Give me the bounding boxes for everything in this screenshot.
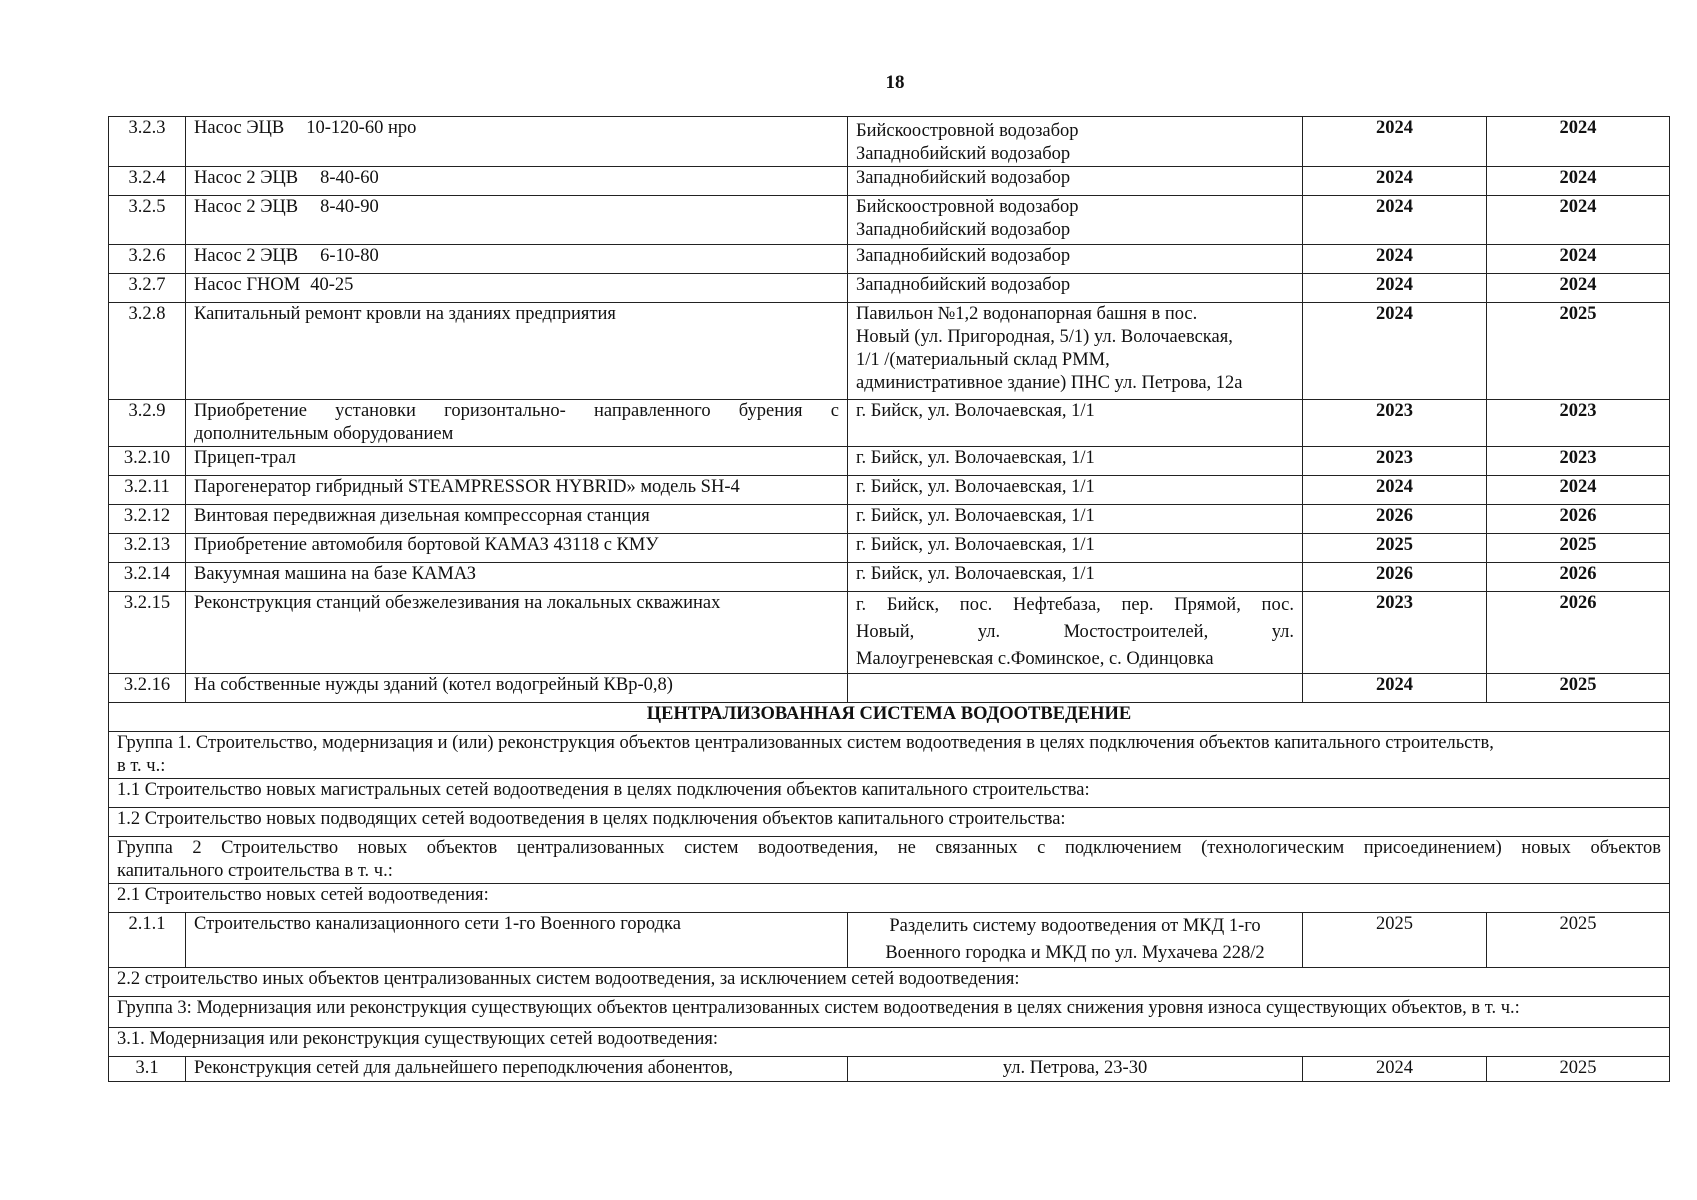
subgroup-2-2: 2.2 строительство иных объектов централизованных систем водоотведения, за исключением сетей водоотведения: [109, 968, 1670, 997]
row-number: 3.2.4 [109, 167, 186, 196]
item-name: Реконструкция станций обезжелезивания на локальных скважинах [186, 592, 848, 674]
subgroup-2-1: 2.1 Строительство новых сетей водоотведения: [109, 884, 1670, 913]
item-name: Прицеп-трал [186, 447, 848, 476]
table-row [109, 196, 1670, 245]
row-number: 3.2.8 [109, 303, 186, 400]
item-location: г. Бийск, ул. Волочаевская, 1/1 [848, 505, 1303, 534]
table-row [109, 400, 1670, 447]
item-name: Насос 2 ЭЦВ 8-40-90 [186, 196, 848, 245]
item-name: Капитальный ремонт кровли на зданиях предприятия [186, 303, 848, 400]
end-year: 2024 [1487, 476, 1670, 505]
row-number: 3.2.5 [109, 196, 186, 245]
table-row [109, 447, 1670, 476]
row-number: 3.2.3 [109, 117, 186, 167]
start-year: 2024 [1303, 303, 1487, 400]
group-row [109, 837, 1670, 884]
subgroup-row [109, 1028, 1670, 1057]
start-year: 2024 [1303, 1057, 1487, 1082]
end-year: 2024 [1487, 274, 1670, 303]
page-number: 18 [885, 72, 905, 93]
end-year: 2026 [1487, 505, 1670, 534]
item-name: Насос 2 ЭЦВ 6-10-80 [186, 245, 848, 274]
row-number: 3.2.15 [109, 592, 186, 674]
end-year: 2025 [1487, 913, 1670, 968]
start-year: 2024 [1303, 167, 1487, 196]
end-year: 2025 [1487, 303, 1670, 400]
end-year: 2024 [1487, 245, 1670, 274]
item-name: Парогенератор гибридный STEAMPRESSOR HYBRID» модель SH-4 [186, 476, 848, 505]
item-location [848, 674, 1303, 703]
subgroup-row [109, 779, 1670, 808]
item-location: г. Бийск, ул. Волочаевская, 1/1 [848, 563, 1303, 592]
start-year: 2024 [1303, 674, 1487, 703]
subgroup-3-1: 3.1. Модернизация или реконструкция существующих сетей водоотведения: [109, 1028, 1670, 1057]
subgroup-row [109, 884, 1670, 913]
subgroup-1-2: 1.2 Строительство новых подводящих сетей водоотведения в целях подключения объектов капитального строительства: [109, 808, 1670, 837]
start-year: 2025 [1303, 913, 1487, 968]
table-row [109, 592, 1670, 674]
start-year: 2023 [1303, 592, 1487, 674]
subgroup-row [109, 808, 1670, 837]
item-location: Бийскоостровной водозабор Западнобийский водозабор [848, 117, 1303, 167]
start-year: 2024 [1303, 476, 1487, 505]
table-row [109, 303, 1670, 400]
start-year: 2024 [1303, 196, 1487, 245]
end-year: 2023 [1487, 447, 1670, 476]
item-location: г. Бийск, ул. Волочаевская, 1/1 [848, 534, 1303, 563]
table-row [109, 505, 1670, 534]
end-year: 2026 [1487, 592, 1670, 674]
item-name: Строительство канализационного сети 1-го Военного городка [186, 913, 848, 968]
item-name: Приобретение автомобиля бортовой КАМАЗ 43118 с КМУ [186, 534, 848, 563]
row-number: 2.1.1 [109, 913, 186, 968]
start-year: 2026 [1303, 563, 1487, 592]
table-row [109, 274, 1670, 303]
subgroup-1-1: 1.1 Строительство новых магистральных сетей водоотведения в целях подключения объектов капитального строительства: [109, 779, 1670, 808]
item-name: Насос 2 ЭЦВ 8-40-60 [186, 167, 848, 196]
item-location: Бийскоостровной водозабор Западнобийский водозабор [848, 196, 1303, 245]
row-number: 3.2.13 [109, 534, 186, 563]
item-location: г. Бийск, ул. Волочаевская, 1/1 [848, 447, 1303, 476]
start-year: 2024 [1303, 274, 1487, 303]
table-row [109, 167, 1670, 196]
section-title: ЦЕНТРАЛИЗОВАННАЯ СИСТЕМА ВОДООТВЕДЕНИЕ [109, 703, 1670, 732]
table-row [109, 476, 1670, 505]
subgroup-row [109, 968, 1670, 997]
row-number: 3.2.6 [109, 245, 186, 274]
item-location: Павильон №1,2 водонапорная башня в пос. Новый (ул. Пригородная, 5/1) ул. Волочаевская, 1/1 /(материальный склад РММ, административное здание) ПНС ул. Петрова, 12а [848, 303, 1303, 400]
start-year: 2024 [1303, 117, 1487, 167]
item-location: ул. Петрова, 23-30 [848, 1057, 1303, 1082]
end-year: 2024 [1487, 196, 1670, 245]
table-row [109, 563, 1670, 592]
item-location: Разделить систему водоотведения от МКД 1-го Военного городка и МКД по ул. Мухачева 228/2 [848, 913, 1303, 968]
item-name: Реконструкция сетей для дальнейшего переподключения абонентов, [186, 1057, 848, 1082]
end-year: 2023 [1487, 400, 1670, 447]
end-year: 2024 [1487, 117, 1670, 167]
table-row [109, 674, 1670, 703]
item-name: Насос ГНОМ 40-25 [186, 274, 848, 303]
end-year: 2025 [1487, 1057, 1670, 1082]
item-location: Западнобийский водозабор [848, 167, 1303, 196]
start-year: 2023 [1303, 447, 1487, 476]
table-row [109, 913, 1670, 968]
group-1-title: Группа 1. Строительство, модернизация и (или) реконструкция объектов централизованных систем водоотведения в целях подключения объектов капитального строительств, в т. ч.: [109, 732, 1670, 779]
start-year: 2023 [1303, 400, 1487, 447]
row-number: 3.2.7 [109, 274, 186, 303]
item-location: г. Бийск, ул. Волочаевская, 1/1 [848, 476, 1303, 505]
section-heading-row [109, 703, 1670, 732]
item-name: Вакуумная машина на базе КАМАЗ [186, 563, 848, 592]
row-number: 3.1 [109, 1057, 186, 1082]
table-row [109, 1057, 1670, 1082]
end-year: 2024 [1487, 167, 1670, 196]
row-number: 3.2.12 [109, 505, 186, 534]
item-name: Насос ЭЦВ 10-120-60 нро [186, 117, 848, 167]
table-row [109, 245, 1670, 274]
group-row [109, 732, 1670, 779]
investment-program-table [108, 116, 1670, 1082]
row-number: 3.2.11 [109, 476, 186, 505]
item-location: г. Бийск, пос. Нефтебаза, пер. Прямой, пос. Новый, ул. Мостостроителей, ул. Малоугреневская с.Фоминское, с. Одинцовка [848, 592, 1303, 674]
item-name: Винтовая передвижная дизельная компрессорная станция [186, 505, 848, 534]
item-location: Западнобийский водозабор [848, 274, 1303, 303]
end-year: 2025 [1487, 534, 1670, 563]
row-number: 3.2.10 [109, 447, 186, 476]
table-row [109, 117, 1670, 167]
item-name: Приобретение установки горизонтально- направленного бурения с дополнительным оборудованием [186, 400, 848, 447]
start-year: 2025 [1303, 534, 1487, 563]
table-row [109, 534, 1670, 563]
group-2-title: Группа 2 Строительство новых объектов централизованных систем водоотведения, не связанных с подключением (технологическим присоединением) новых объектов капитального строительства в т. ч.: [109, 837, 1670, 884]
row-number: 3.2.9 [109, 400, 186, 447]
row-number: 3.2.14 [109, 563, 186, 592]
group-row [109, 997, 1670, 1028]
item-location: Западнобийский водозабор [848, 245, 1303, 274]
start-year: 2026 [1303, 505, 1487, 534]
row-number: 3.2.16 [109, 674, 186, 703]
end-year: 2026 [1487, 563, 1670, 592]
item-name: На собственные нужды зданий (котел водогрейный КВр-0,8) [186, 674, 848, 703]
start-year: 2024 [1303, 245, 1487, 274]
item-location: г. Бийск, ул. Волочаевская, 1/1 [848, 400, 1303, 447]
group-3-title: Группа 3: Модернизация или реконструкция существующих объектов централизованных систем водоотведения в целях снижения уровня износа существующих объектов, в т. ч.: [109, 997, 1670, 1028]
end-year: 2025 [1487, 674, 1670, 703]
